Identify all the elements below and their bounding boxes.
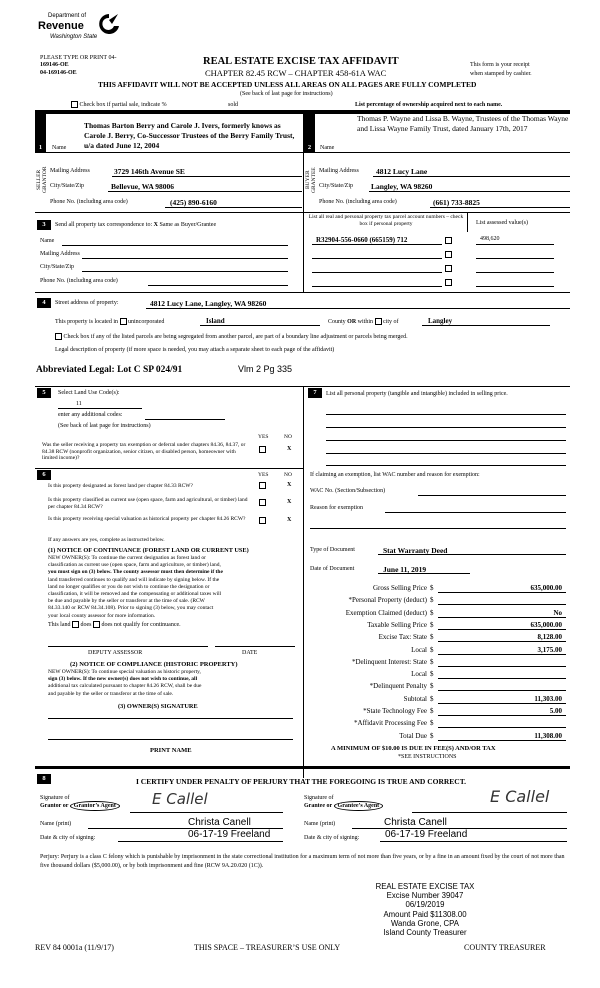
calc-line bbox=[438, 617, 566, 618]
parcel-3-checkbox[interactable] bbox=[445, 265, 452, 272]
minimum-fee-note: A MINIMUM OF $10.00 IS DUE IN FEE(S) AND/OR TAX bbox=[331, 745, 496, 752]
calc-value: 8,128.00 bbox=[537, 633, 562, 642]
perjury-statement: Perjury: Perjury is a class C felony which is punishable by imprisonment in the state correctional institution for a maximum term of not more than five years, or by a fine in an amount fixed by the court of not more than five thousand dollars ($5,000.00), or by both imprisonment and fine (RCW 9A.20.020 (1C)). bbox=[40, 854, 565, 869]
seller-name: Thomas Barton Berry and Carole J. Ivers, formerly knows as Carole J. Berry, Co-Successor Trustees of the Berry Family Trust, u/a dated June 12, 2004 bbox=[84, 121, 295, 150]
dor-logo bbox=[38, 12, 128, 54]
stamp-line: 06/19/2019 bbox=[405, 900, 445, 910]
assessed-line-2 bbox=[476, 258, 554, 259]
grantor-date-line bbox=[118, 841, 283, 842]
calc-label: *Affidavit Processing Fee bbox=[354, 719, 427, 728]
notice-1-line: land no longer qualifies or you do not wish to continue the designation or bbox=[48, 583, 210, 590]
same-as-buyer-mark[interactable]: X bbox=[153, 222, 158, 228]
calc-label: Gross Selling Price bbox=[372, 584, 427, 592]
dollar-sign: $ bbox=[430, 596, 434, 605]
calc-line bbox=[438, 715, 566, 716]
s3-name-line bbox=[62, 245, 288, 246]
date-of-document: June 11, 2019 bbox=[383, 565, 427, 574]
exemption-wac-label: If claiming an exemption, list WAC number and reason for exemption: bbox=[310, 472, 480, 478]
section-3-divider bbox=[303, 212, 304, 292]
grantee-date-label: Date & city of signing: bbox=[304, 835, 360, 841]
ownership-note: List percentage of ownership acquired next to each name. bbox=[355, 102, 503, 108]
section-6-number: 6 bbox=[37, 470, 51, 480]
seller-mailing-line bbox=[112, 176, 302, 177]
notice-1-line: classification, it will be removed and the compensating or additional taxes will bbox=[48, 591, 222, 598]
buyer-city-line bbox=[369, 191, 570, 192]
this-land-label: This land bbox=[48, 621, 71, 628]
s3-name-label: Name bbox=[40, 238, 55, 244]
section-5-top bbox=[35, 386, 570, 387]
logo-line3: Washington State bbox=[50, 34, 98, 40]
city-value: Langley bbox=[428, 317, 453, 325]
calc-value: 3,175.00 bbox=[537, 645, 562, 654]
type-of-document-line bbox=[378, 554, 566, 555]
assessed-line-3 bbox=[476, 272, 554, 273]
partial-sale-checkbox[interactable] bbox=[71, 101, 78, 108]
calc-line bbox=[438, 654, 566, 655]
correspondence-label: Send all property tax correspondence to: bbox=[55, 222, 154, 228]
print-name-line bbox=[48, 739, 293, 740]
notice-2-body bbox=[48, 669, 298, 698]
please-type: PLEASE TYPE OR PRINT 04- bbox=[40, 55, 117, 61]
parcel-number: R32904-556-0660 (665159) 712 bbox=[316, 236, 408, 244]
section-4-number: 4 bbox=[37, 298, 51, 308]
notice-2-title: (2) NOTICE OF COMPLIANCE (HISTORIC PROPERTY) bbox=[70, 661, 238, 668]
buyer-mailing-label: Mailing Address bbox=[319, 168, 359, 174]
s3-phone-label: Phone No. (including area code) bbox=[40, 278, 118, 284]
grantee-name-label: Name (print) bbox=[304, 821, 336, 827]
or-label: OR bbox=[347, 318, 357, 325]
parcel-col-divider bbox=[467, 212, 468, 232]
notice-1-line: land transferred continues to qualify and will indicate by signing below. If the bbox=[48, 576, 220, 583]
calc-line bbox=[438, 727, 566, 728]
notice-2-line: additional tax calculated pursuant to chapter 84.26 RCW, shall be due bbox=[48, 683, 202, 690]
dollar-sign: $ bbox=[430, 657, 434, 666]
calc-label: Excise Tax: State bbox=[378, 633, 427, 642]
section-5-number: 5 bbox=[37, 388, 51, 398]
treasurer-stamp bbox=[360, 882, 490, 937]
calc-line bbox=[438, 592, 566, 593]
grantor-name-label: Name (print) bbox=[40, 821, 72, 827]
personal-property-line-4 bbox=[326, 453, 566, 454]
personal-property-line-3 bbox=[326, 440, 566, 441]
personal-property-label: List all personal property (tangible and intangible) included in selling price. bbox=[326, 391, 508, 397]
this-land-row bbox=[48, 621, 181, 628]
land-use-label: Select Land Use Code(s): bbox=[58, 390, 120, 396]
parcel-1-checkbox[interactable] bbox=[445, 237, 452, 244]
doc-number-1: 169146-OE bbox=[40, 62, 69, 68]
dollar-sign: $ bbox=[430, 670, 434, 679]
buyer-city: Langley, WA 98260 bbox=[371, 182, 433, 191]
seller-city-label: City/State/Zip bbox=[50, 183, 84, 189]
grantee-or-label: Grantee or bbox=[304, 803, 334, 809]
see-back: (See back of last page for instructions) bbox=[240, 91, 333, 97]
parcel-line-2 bbox=[312, 258, 442, 259]
section-8-number: 8 bbox=[37, 774, 51, 784]
buyer-city-label: City/State/Zip bbox=[319, 183, 353, 189]
calc-label: Total Due bbox=[399, 731, 427, 740]
grantor-agent-label: Grantor’s Agent bbox=[70, 801, 120, 811]
personal-property-line-1 bbox=[326, 414, 566, 415]
abbreviated-legal: Abbreviated Legal: Lot C SP 024/91 bbox=[36, 365, 183, 375]
seller-mailing: 3729 146th Avenue SE bbox=[114, 167, 185, 176]
forest-question: Is this property designated as forest land per chapter 84.33 RCW? bbox=[48, 483, 193, 489]
segregated-row bbox=[55, 333, 408, 340]
treasurer-use-only: THIS SPACE – TREASURER’S USE ONLY bbox=[194, 943, 341, 952]
unincorporated-checkbox[interactable] bbox=[120, 318, 127, 325]
s6-yes-header: YES bbox=[258, 472, 269, 478]
current-use-question: Is this property classified as current use (open space, farm and agricultural, or timber) land per chapter 84.34 RCW? bbox=[48, 497, 248, 510]
exemption-question: Was the seller receiving a property tax exemption or deferral under chapters 84.36, 84.37, or 84.38 RCW (nonprofit organization, senior citizen, or disabled person, homeowner with limited income)? bbox=[42, 442, 246, 461]
forest-yes-checkbox[interactable] bbox=[259, 482, 266, 489]
notice-2-line: NEW OWNER(S): To continue special valuation as historic property, bbox=[48, 669, 201, 675]
does-label: does bbox=[80, 621, 92, 628]
certify-statement: I CERTIFY UNDER PENALTY OF PERJURY THAT THE FOREGOING IS TRUE AND CORRECT. bbox=[136, 777, 467, 786]
grantee-date-line bbox=[380, 841, 567, 842]
seller-name-label: Name bbox=[52, 145, 67, 151]
calc-line bbox=[438, 690, 566, 691]
section-2-number: 2 bbox=[304, 143, 315, 153]
notice-1-body bbox=[48, 555, 298, 620]
type-of-document-label: Type of Document bbox=[310, 547, 355, 553]
notice-1-line: 84.33.140 or RCW 84.34.108). Prior to signing (3) below, you may contact bbox=[48, 605, 214, 612]
calc-label: Taxable Selling Price bbox=[367, 620, 427, 629]
section-3-bottom bbox=[35, 292, 570, 293]
stamp-line: REAL ESTATE EXCISE TAX bbox=[375, 882, 475, 891]
calc-label: Subtotal bbox=[403, 694, 427, 703]
stamp-line: Excise Number 39047 bbox=[386, 891, 464, 901]
street-line bbox=[146, 308, 570, 309]
grantee-or-row bbox=[304, 803, 383, 809]
calc-value: 635,000.00 bbox=[530, 584, 562, 592]
historic-yes-checkbox[interactable] bbox=[259, 517, 266, 524]
s3-phone-line bbox=[148, 285, 288, 286]
calc-value: 5.00 bbox=[549, 707, 562, 715]
logo-swoosh-icon bbox=[96, 12, 122, 36]
calc-value: No bbox=[553, 608, 562, 617]
does-checkbox[interactable] bbox=[72, 621, 79, 628]
type-of-document: Stat Warranty Deed bbox=[383, 546, 448, 555]
form-revision: REV 84 0001a (11/9/17) bbox=[35, 943, 114, 952]
exemption-yes-checkbox[interactable] bbox=[259, 446, 266, 453]
grantor-signature-line bbox=[130, 812, 283, 813]
current-use-no-answer[interactable]: X bbox=[287, 499, 292, 505]
land-use-code: 11 bbox=[76, 401, 82, 407]
dollar-sign: $ bbox=[430, 608, 434, 617]
buyer-mailing: 4812 Lucy Lane bbox=[376, 167, 428, 176]
form-title: REAL ESTATE EXCISE TAX AFFIDAVIT bbox=[203, 56, 399, 67]
county-treasurer: COUNTY TREASURER bbox=[464, 943, 546, 952]
volume-page: Vlm 2 Pg 335 bbox=[238, 364, 293, 374]
calc-label: Exemption Claimed (deduct) bbox=[345, 608, 427, 617]
column-divider bbox=[303, 386, 304, 778]
parcel-line-3 bbox=[312, 272, 442, 273]
dollar-sign: $ bbox=[430, 584, 434, 592]
partial-sale-label: Check box if partial sale, indicate % bbox=[79, 101, 167, 108]
stamp-line: Wanda Grone, CPA bbox=[390, 918, 460, 928]
calc-line bbox=[438, 678, 566, 679]
section-7-number: 7 bbox=[308, 388, 322, 398]
warning: THIS AFFIDAVIT WILL NOT BE ACCEPTED UNLESS ALL AREAS ON ALL PAGES ARE FULLY COMPLETED bbox=[98, 80, 477, 89]
county-within bbox=[328, 318, 399, 325]
form-chapter: CHAPTER 82.45 RCW – CHAPTER 458-61A WAC bbox=[205, 68, 387, 78]
land-use-line bbox=[58, 408, 142, 409]
additional-codes-line bbox=[145, 419, 225, 420]
date-of-document-label: Date of Document bbox=[310, 566, 355, 572]
same-as-buyer-label: Same as Buyer/Grantee bbox=[159, 222, 217, 228]
personal-property-line-5 bbox=[326, 465, 566, 466]
s5-yes-header: YES bbox=[258, 434, 269, 440]
see-instructions: *SEE INSTRUCTIONS bbox=[398, 754, 457, 760]
section-3-label bbox=[55, 222, 216, 228]
additional-codes-label: enter any additional codes: bbox=[58, 412, 123, 418]
seller-city-line bbox=[108, 191, 302, 192]
grantor-date-city: 06-17-19 Freeland bbox=[188, 829, 271, 840]
deputy-date-line bbox=[215, 646, 295, 647]
calc-line bbox=[438, 666, 566, 667]
personal-property-line-2 bbox=[326, 427, 566, 428]
receipt-note-2: when stamped by cashier. bbox=[470, 71, 532, 77]
grantor-signature-label: Signature of bbox=[40, 795, 70, 801]
grantor-or-row bbox=[40, 803, 120, 809]
parcel-2-checkbox[interactable] bbox=[445, 251, 452, 258]
calc-line bbox=[438, 629, 566, 630]
parcel-4-checkbox[interactable] bbox=[445, 279, 452, 286]
calc-line bbox=[438, 604, 566, 605]
legal-description-label: Legal description of property (if more space is needed, you may attach a separate sheet to each page of the affidavit) bbox=[55, 347, 335, 353]
located-label: This property is located in bbox=[55, 318, 118, 325]
date-of-document-line bbox=[378, 573, 470, 574]
street-address: 4812 Lucy Lane, Langley, WA 98260 bbox=[150, 299, 267, 308]
grantee-signature: E Callel bbox=[490, 787, 550, 806]
dollar-sign: $ bbox=[430, 633, 434, 642]
calc-line bbox=[438, 641, 566, 642]
notice-2-line: and payable by the seller or transferor at the time of sale. bbox=[48, 690, 174, 697]
reason-line-1 bbox=[385, 512, 566, 513]
historic-question: Is this property receiving special valuation as historical property per chapter 84.26 RCW? bbox=[48, 516, 246, 522]
wac-number-label: WAC No. (Section/Subsection) bbox=[310, 488, 386, 494]
s6-no-header: NO bbox=[284, 472, 292, 478]
deputy-date-label: DATE bbox=[242, 650, 258, 656]
print-name-label: PRINT NAME bbox=[150, 747, 192, 754]
seller-phone: (425) 890-6160 bbox=[170, 198, 217, 207]
doc-number-2: 04-169146-OE bbox=[40, 70, 77, 76]
calc-value: 11,308.00 bbox=[534, 731, 562, 740]
buyer-phone-label: Phone No. (including area code) bbox=[319, 199, 397, 205]
exemption-no-answer[interactable]: X bbox=[287, 446, 292, 452]
section-6-top bbox=[35, 468, 303, 469]
parcel-line-1 bbox=[312, 244, 442, 245]
receipt-note-1: This form is your receipt bbox=[470, 62, 530, 68]
buyer-name-line bbox=[304, 152, 570, 153]
assessed-line-4 bbox=[476, 286, 554, 287]
section-3-number: 3 bbox=[37, 220, 51, 230]
buyer-name: Thomas P. Wayne and Lissa B. Wayne, Trustees of the Thomas Wayne and Lissa Wayne Family Trust, dated January 17th, 2017 bbox=[357, 114, 569, 133]
dollar-sign: $ bbox=[430, 645, 434, 654]
notice-1-line: your local county assessor for more information. bbox=[48, 612, 156, 619]
grantor-or-label: Grantor or bbox=[40, 803, 70, 809]
city-line bbox=[422, 325, 550, 326]
s3-city-label: City/State/Zip bbox=[40, 264, 74, 270]
does-not-label: does not qualify for continuance. bbox=[101, 621, 181, 628]
wac-line bbox=[418, 495, 566, 496]
s5-no-header: NO bbox=[284, 434, 292, 440]
sold-label: sold bbox=[228, 102, 239, 108]
calc-label: Local bbox=[411, 670, 427, 679]
notice-1-line: be due and payable by the seller or transferor at the time of sale. (RCW bbox=[48, 598, 205, 605]
located-row bbox=[55, 318, 164, 325]
section-1-number: 1 bbox=[35, 143, 46, 153]
grantor-signature: E Callel bbox=[152, 790, 208, 808]
calc-label: *Delinquent Penalty bbox=[369, 682, 427, 691]
calc-label: *Delinquent Interest: State bbox=[351, 657, 427, 666]
county-line bbox=[200, 325, 320, 326]
assessed-value: 498,620 bbox=[480, 236, 500, 242]
segregated-label: Check box if any of the listed parcels are being segregated from another parcel, are part of a boundary line adjustment or parcels being merged. bbox=[63, 333, 408, 340]
unincorporated-label: unincorporated bbox=[128, 318, 165, 325]
calc-line bbox=[438, 703, 566, 704]
stamp-line: Island County Treasurer bbox=[383, 928, 467, 938]
buyer-mailing-line bbox=[373, 176, 570, 177]
grantor-date-label: Date & city of signing: bbox=[40, 835, 96, 841]
section-divider-1-2 bbox=[303, 110, 304, 212]
section-8-top bbox=[35, 768, 570, 769]
reason-label: Reason for exemption bbox=[310, 505, 363, 511]
s3-city-line bbox=[82, 271, 288, 272]
current-use-yes-checkbox[interactable] bbox=[259, 499, 266, 506]
seller-name-line bbox=[35, 152, 303, 153]
grantee-signature-line bbox=[412, 812, 567, 813]
deputy-line bbox=[48, 646, 208, 647]
buyer-name-label: Name bbox=[320, 145, 335, 151]
calc-label: *Personal Property (deduct) bbox=[348, 596, 427, 605]
buyer-phone-line bbox=[430, 207, 570, 208]
dollar-sign: $ bbox=[430, 719, 434, 728]
forest-no-answer[interactable]: X bbox=[287, 482, 292, 488]
notice-1-title: (1) NOTICE OF CONTINUANCE (FOREST LAND OR CURRENT USE) bbox=[48, 547, 249, 554]
grantee-date-city: 06-17-19 Freeland bbox=[385, 829, 468, 840]
historic-no-answer[interactable]: X bbox=[287, 517, 292, 523]
if-yes-note: If any answers are yes, complete as instructed below. bbox=[48, 537, 165, 543]
dollar-sign: $ bbox=[430, 682, 434, 691]
stamp-line: Amount Paid $11308.00 bbox=[383, 909, 467, 919]
calc-label: Local bbox=[411, 645, 427, 654]
s3-mailing-label: Mailing Address bbox=[40, 251, 80, 257]
assessed-line-1 bbox=[476, 244, 554, 245]
s3-mailing-line bbox=[82, 258, 288, 259]
grantee-name-print: Christa Canell bbox=[384, 817, 447, 828]
buyer-side-label: BUYER GRANTEE bbox=[305, 167, 317, 193]
calc-label: *State Technology Fee bbox=[363, 707, 427, 715]
city-of-checkbox[interactable] bbox=[375, 318, 382, 325]
parcel-header: List all real and personal property tax parcel account numbers – check box if personal property bbox=[308, 214, 464, 227]
dollar-sign: $ bbox=[430, 694, 434, 703]
county-label: County bbox=[328, 318, 348, 325]
notice-1-line: you must sign on (3) below. The county assessor must then determine if the bbox=[48, 569, 223, 576]
grantee-agent-label: Grantee’s Agent bbox=[334, 801, 384, 811]
street-label: Street address of property: bbox=[55, 300, 119, 306]
reason-line-2 bbox=[310, 528, 566, 529]
seller-phone-label: Phone No. (including area code) bbox=[50, 199, 128, 205]
notice-2-line: sign (3) below. If the new owner(s) does not wish to continue, all bbox=[48, 676, 198, 683]
calc-value: 635,000.00 bbox=[530, 620, 562, 629]
calc-line bbox=[438, 740, 566, 741]
buyer-phone: (661) 733-8825 bbox=[433, 198, 480, 207]
seller-side-label: SELLER GRANTOR bbox=[36, 166, 48, 194]
owner-signature-label: (3) OWNER(S) SIGNATURE bbox=[118, 703, 198, 710]
partial-sale bbox=[71, 101, 167, 108]
within-label: within bbox=[356, 318, 375, 325]
seller-mailing-label: Mailing Address bbox=[50, 168, 90, 174]
owner-signature-line bbox=[48, 718, 293, 719]
seller-city: Bellevue, WA 98006 bbox=[111, 182, 174, 191]
deputy-assessor-label: DEPUTY ASSESSOR bbox=[88, 650, 143, 656]
segregated-checkbox[interactable] bbox=[55, 333, 62, 340]
notice-1-line: NEW OWNER(S): To continue the current designation as forest land or bbox=[48, 555, 206, 561]
dollar-sign: $ bbox=[430, 620, 434, 629]
calc-value: 11,303.00 bbox=[534, 694, 562, 703]
logo-line1: Department of bbox=[48, 13, 87, 19]
county-value: Island bbox=[206, 317, 225, 325]
grantor-name-print: Christa Canell bbox=[188, 817, 251, 828]
dollar-sign: $ bbox=[430, 707, 434, 715]
grantee-signature-label: Signature of bbox=[304, 795, 334, 801]
seller-phone-line bbox=[165, 207, 302, 208]
logo-line2: Revenue bbox=[38, 20, 84, 32]
dollar-sign: $ bbox=[430, 731, 434, 740]
city-of-label: city of bbox=[383, 318, 399, 325]
notice-1-line: classification as current use (open space, farm and agriculture, or timber) land, bbox=[48, 562, 221, 569]
parcel-line-4 bbox=[312, 286, 442, 287]
does-not-checkbox[interactable] bbox=[93, 621, 100, 628]
land-use-see-back: (See back of last page for instructions) bbox=[58, 423, 151, 429]
assessed-header: List assessed value(s) bbox=[476, 220, 528, 226]
